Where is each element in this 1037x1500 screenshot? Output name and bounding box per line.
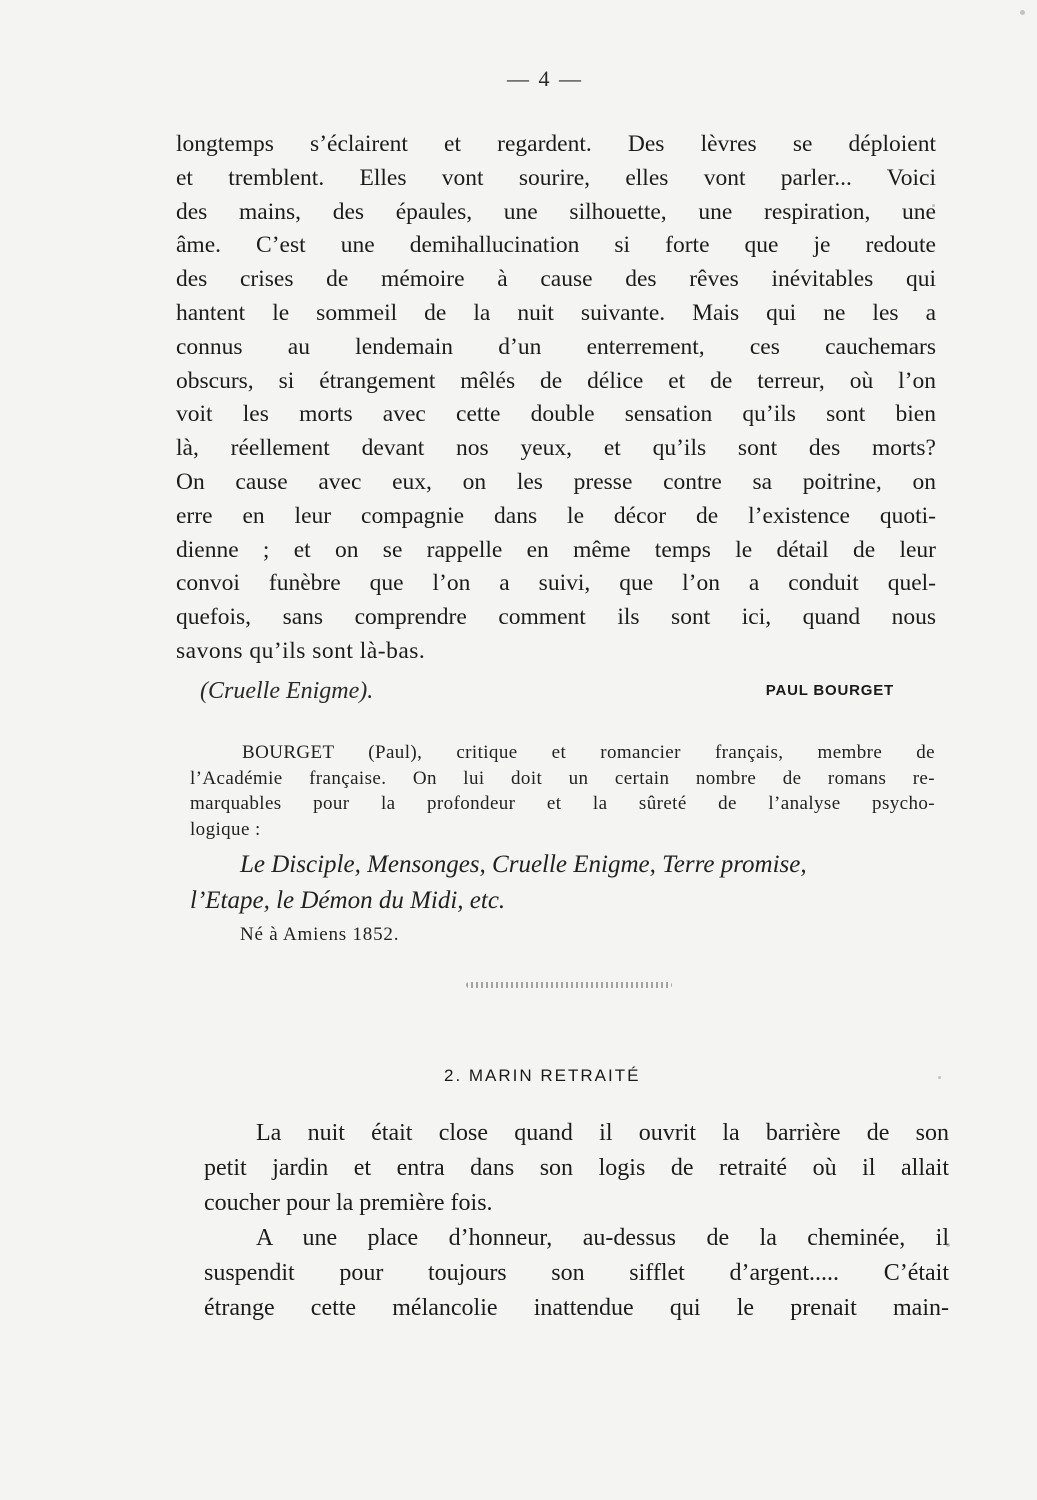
section-line: suspendit pour toujours son sifflet d’argent..... C’était (204, 1260, 949, 1286)
bio-line: l’Académie française. On lui doit un certain nombre de romans re- (190, 767, 935, 789)
birth-info: Né à Amiens 1852. (240, 924, 400, 945)
section-line: étrange cette mélancolie inattendue qui le prenait main- (204, 1295, 949, 1321)
excerpt-line: des crises de mémoire à cause des rêves inévitables qui (176, 266, 936, 293)
section-line: coucher pour la première fois. (204, 1190, 493, 1216)
excerpt-line: connus au lendemain d’un enterrement, ces cauchemars (176, 333, 936, 360)
section-line: A une place d’honneur, au-dessus de la cheminée, il (256, 1225, 949, 1251)
excerpt-text (176, 128, 936, 669)
section-line: La nuit était close quand il ouvrit la barrière de son (256, 1120, 949, 1146)
excerpt-line: là, réellement devant nos yeux, et qu’ils sont des morts? (176, 435, 936, 462)
bio-line: BOURGET (Paul), critique et romancier français, membre de (242, 742, 935, 763)
print-speck (946, 1243, 950, 1247)
section-heading: 2. MARIN RETRAITÉ (444, 1066, 641, 1085)
excerpt-line: convoi funèbre que l’on a suivi, que l’on a conduit quel- (176, 570, 936, 597)
excerpt-line: obscurs, si étrangement mêlés de délice et de terreur, où l’on (176, 367, 936, 394)
ornamental-divider (466, 982, 672, 988)
print-speck (932, 204, 935, 207)
excerpt-line: On cause avec eux, on les presse contre sa poitrine, on (176, 468, 936, 495)
excerpt-line: voit les morts avec cette double sensation qu’ils sont bien (176, 401, 936, 428)
author-signature: PAUL BOURGET (765, 682, 894, 699)
section-text (204, 1116, 949, 1326)
excerpt-line: erre en leur compagnie dans le décor de l’existence quoti- (176, 502, 936, 529)
excerpt-line: hantent le sommeil de la nuit suivante. Mais qui ne les a (176, 299, 936, 326)
source-title: (Cruelle Enigme). (200, 678, 374, 704)
works-list: Le Disciple, Mensonges, Cruelle Enigme, Terre promise, (240, 851, 807, 878)
excerpt-line: savons qu’ils sont là-bas. (176, 637, 426, 664)
excerpt-line: quefois, sans comprendre comment ils sont ici, quand nous (176, 604, 936, 631)
print-speck (1020, 10, 1025, 15)
excerpt-line: des mains, des épaules, une silhouette, une respiration, une (176, 198, 936, 225)
bio-line: logique : (190, 818, 261, 840)
section-line: petit jardin et entra dans son logis de retraité où il allait (204, 1155, 949, 1181)
excerpt-line: âme. C’est une demihallucination si forte que je redoute (176, 232, 936, 259)
excerpt-line: et tremblent. Elles vont sourire, elles vont parler... Voici (176, 164, 936, 191)
attribution (176, 678, 936, 714)
print-speck (938, 1076, 941, 1079)
works-list: l’Etape, le Démon du Midi, etc. (190, 887, 506, 914)
excerpt-line: dienne ; et on se rappelle en même temps le détail de leur (176, 536, 936, 563)
excerpt-line: longtemps s’éclairent et regardent. Des lèvres se déploient (176, 131, 936, 157)
page-number: — 4 — (507, 66, 583, 91)
author-biography (190, 740, 935, 952)
bio-line: marquables pour la profondeur et la sûreté de l’analyse psycho- (190, 793, 935, 814)
